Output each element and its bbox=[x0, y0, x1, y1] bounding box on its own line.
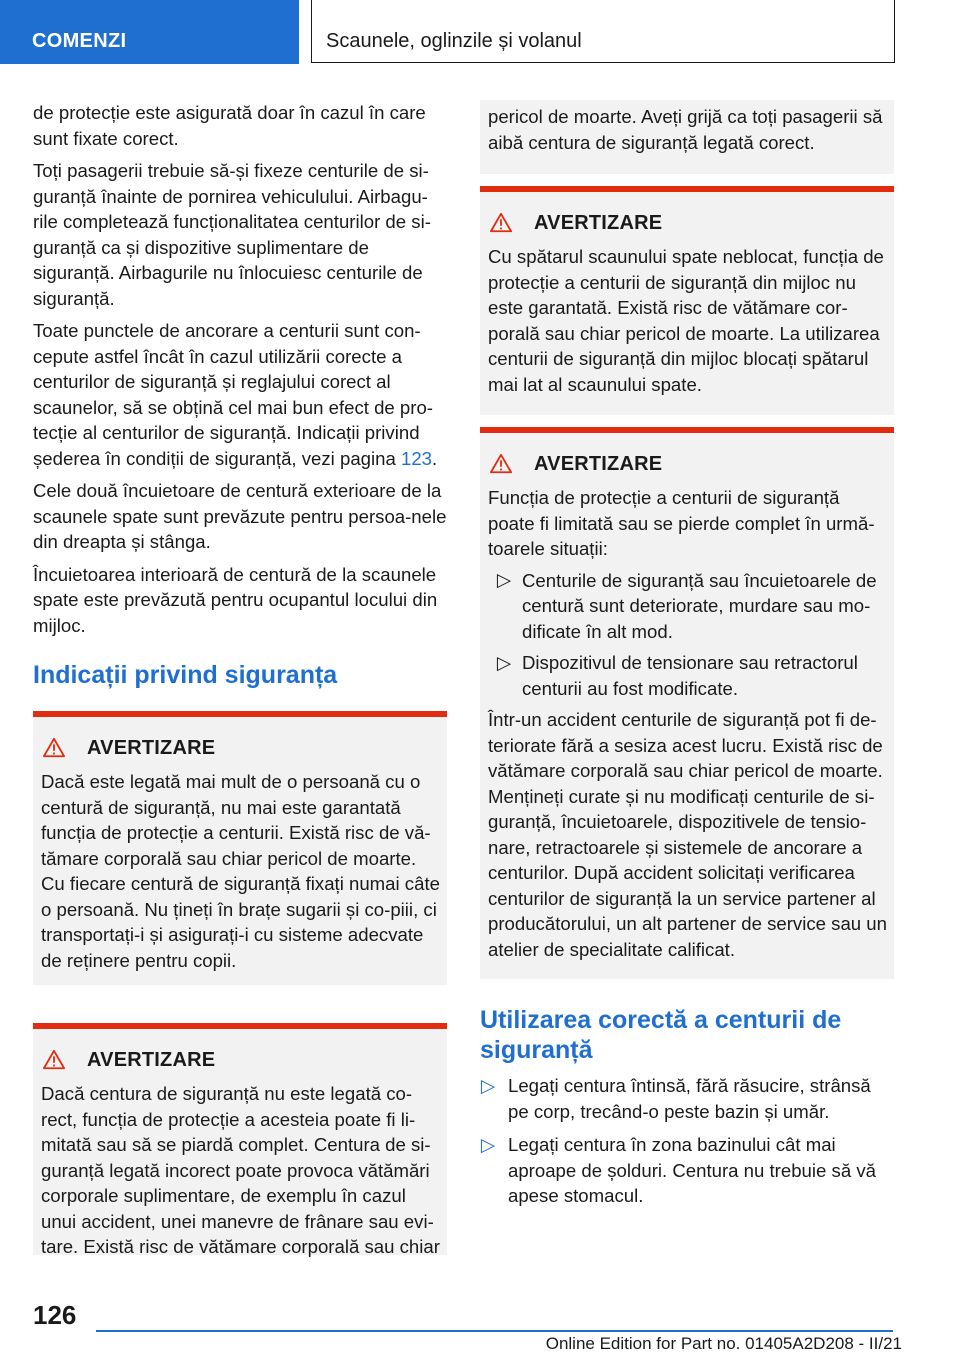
warning-box-continued bbox=[480, 100, 894, 174]
warning-label: AVERTIZARE bbox=[87, 736, 216, 759]
paragraph-text: Toate punctele de ancorare a centurii sunt con-cepute astfel încât în cazul utilizării corecte a centurilor de siguranță și reglajului corect al scaunelor, să se obțină cel mai bun efect de pro-tecție al centurilor de siguranță. Indicații privind șederea în condiții de siguranță, vezi pagina bbox=[33, 320, 434, 469]
paragraph-end: . bbox=[432, 447, 438, 469]
warning-label: AVERTIZARE bbox=[534, 452, 663, 475]
footer-divider bbox=[96, 1330, 893, 1332]
warning-title bbox=[490, 210, 894, 236]
warning-title bbox=[43, 1047, 447, 1073]
section-title: COMENZI bbox=[32, 30, 127, 52]
warning-box bbox=[480, 427, 894, 979]
warning-box bbox=[33, 711, 447, 985]
warning-icon bbox=[490, 453, 512, 475]
section-heading: Indicații privind siguranța bbox=[33, 661, 338, 689]
warning-title bbox=[490, 451, 894, 477]
list-item: ▷ Centurile de siguranță sau încuietoarele de centură sunt deteriorate, murdare sau mo-dificate în alt mod. bbox=[496, 569, 877, 642]
left-column bbox=[33, 100, 447, 1255]
warning-text: Dacă centura de siguranță nu este legată co-rect, funcția de protecție a acesteia poate fi li-mitată sau să se piardă complet. Centura de si-guranță legată incorect poate provoca vătămări corporale suplimentare, de exemplu în cazul unui accident, unei manevre de frânare sau evi-tare. Există risc de vătămare corporală sau chiar bbox=[41, 1083, 440, 1257]
warning-title bbox=[43, 735, 447, 761]
right-column bbox=[480, 100, 894, 1209]
warning-text: Dacă este legată mai mult de o persoană cu o centură de siguranță, nu mai este garantată funcția de protecție a centurii. Există risc de vă-tămare corporală sau chiar pericol de moarte. Cu fiecare centură de siguranță fixați numai câte o persoană. Nu țineți în brațe sugarii și co-piii, ci transportați-i și asigurați-i cu sisteme adecvate de reținere pentru copii. bbox=[41, 771, 440, 971]
edition-note: Online Edition for Part no. 01405A2D208 - II/21 bbox=[545, 1334, 902, 1353]
chapter-header bbox=[311, 0, 895, 63]
triangle-bullet-icon: ▷ bbox=[480, 1133, 496, 1155]
section-heading: Utilizarea corectă a centurii de siguranță bbox=[480, 1006, 842, 1064]
list-item: ▷ Dispozitivul de tensionare sau retractorul centurii au fost modificate. bbox=[496, 651, 858, 699]
page-number: 126 bbox=[33, 1300, 77, 1330]
warning-text: Cu spătarul scaunului spate neblocat, funcția de protecție a centurii de siguranță din mijloc nu este garantată. Există risc de vătămare cor-porală sau chiar pericol de moarte. La utilizarea centurii de siguranță din mijloc blocați spătarul mai lat al scaunului spate. bbox=[488, 246, 884, 395]
paragraph: Încuietoarea interioară de centură de la scaunele spate este prevăzută pentru ocupantul locului din mijloc. bbox=[33, 563, 438, 636]
paragraph bbox=[33, 318, 447, 471]
warning-icon bbox=[490, 212, 512, 234]
section-tab[interactable] bbox=[0, 0, 299, 64]
warning-label: AVERTIZARE bbox=[87, 1048, 216, 1071]
triangle-bullet-icon: ▷ bbox=[480, 1074, 496, 1096]
warning-box bbox=[33, 1023, 447, 1255]
triangle-bullet-icon: ▷ bbox=[496, 651, 512, 673]
warning-icon bbox=[43, 1049, 65, 1071]
warning-text: Într-un accident centurile de siguranță pot fi de-teriorate fără a sesiza acest lucru. Există risc de vătămare corporală sau chiar pericol de moarte. Mențineți curate și nu modificați centurile de si-guranță, încuietoarele, dispozitivele de tensio-nare, retractoarele și sistemele de ancorare a centurilor. După accident solicitați verificarea centurilor de siguranță la un service partener al producătorului, un alt partener de service sau un atelier de specialitate calificat. bbox=[488, 709, 887, 960]
list-item: ▷ Legați centura în zona bazinului cât mai aproape de șolduri. Centura nu trebuie să vă apese stomacul. bbox=[480, 1133, 876, 1206]
chapter-title: Scaunele, oglinzile și volanul bbox=[326, 30, 582, 52]
warning-text: Funcția de protecție a centurii de siguranță poate fi limitată sau se pierde complet în urmă-toarele situații: bbox=[488, 487, 875, 559]
warning-label: AVERTIZARE bbox=[534, 211, 663, 234]
warning-box bbox=[480, 186, 894, 415]
list-item: ▷ Legați centura întinsă, fără răsucire, strânsă pe corp, trecând-o peste bazin și umăr. bbox=[480, 1074, 871, 1122]
page-link[interactable]: 123 bbox=[400, 447, 433, 469]
warning-icon bbox=[43, 737, 65, 759]
paragraph: Toți pasagerii trebuie să-și fixeze centurile de si-guranță înainte de pornirea vehiculului. Airbagu-rile completează funcționalitatea centurilor de si-guranță ca și dispozitive suplimentare de siguranță. Airbagurile nu înlocuiesc centurile de siguranță. bbox=[33, 160, 431, 309]
triangle-bullet-icon: ▷ bbox=[496, 569, 512, 591]
warning-text: pericol de moarte. Aveți grijă ca toți pasagerii să aibă centura de siguranță legată corect. bbox=[488, 106, 883, 153]
warning-list bbox=[480, 568, 894, 702]
paragraph: Cele două încuietoare de centură exterioare de la scaunele spate sunt prevăzute pentru persoa-nele din dreapta și stânga. bbox=[33, 480, 447, 552]
paragraph: de protecție este asigurată doar în cazul în care sunt fixate corect. bbox=[33, 102, 426, 149]
